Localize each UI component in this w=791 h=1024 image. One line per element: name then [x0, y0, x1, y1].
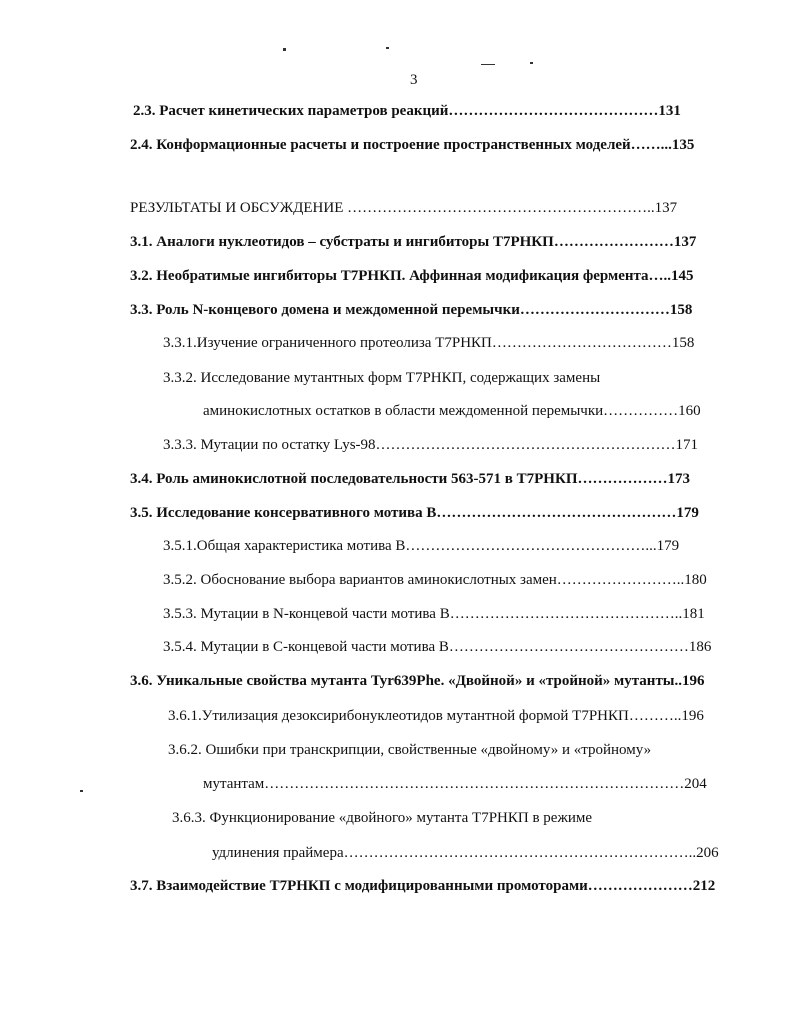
toc-entry-3-6-3-cont: удлинения праймера……………………………………………………………..206	[212, 845, 719, 861]
toc-entry-3-7: 3.7. Взаимодействие Т7РНКП с модифицированными промоторами…………………212	[130, 878, 716, 894]
speck	[283, 48, 286, 51]
toc-entry-3-6-1: 3.6.1.Утилизация дезоксирибонуклеотидов мутантной формой Т7РНКП………..196	[168, 708, 704, 724]
toc-entry-3-6: 3.6. Уникальные свойства мутанта Tyr639Phe. «Двойной» и «тройной» мутанты..196	[130, 673, 705, 689]
speck	[386, 47, 389, 49]
toc-entry-3-6-3: 3.6.3. Функционирование «двойного» мутанта Т7РНКП в режиме	[172, 810, 592, 826]
toc-entry-3-3-2-cont: аминокислотных остатков в области междоменной перемычки……………160	[203, 403, 701, 419]
toc-entry-2-3: 2.3. Расчет кинетических параметров реакций……………………………………131	[133, 103, 681, 119]
toc-section-results: РЕЗУЛЬТАТЫ И ОБСУЖДЕНИЕ ……………………………………………………..137	[130, 200, 678, 216]
speck	[481, 64, 495, 65]
toc-entry-3-3-3: 3.3.3. Мутации по остатку Lys-98……………………………………………………171	[163, 437, 699, 453]
toc-entry-3-3: 3.3. Роль N-концевого домена и междоменной перемычки…………………………158	[130, 302, 693, 318]
toc-entry-3-3-2: 3.3.2. Исследование мутантных форм Т7РНКП, содержащих замены	[163, 370, 601, 386]
toc-entry-3-3-1: 3.3.1.Изучение ограниченного протеолиза Т7РНКП………………………………158	[163, 335, 695, 351]
speck	[80, 790, 83, 792]
speck	[530, 62, 533, 64]
page-number: 3	[410, 72, 418, 88]
toc-entry-3-6-2-cont: мутантам…………………………………………………………………………204	[203, 776, 707, 792]
toc-entry-3-5-1: 3.5.1.Общая характеристика мотива В…………………………………………...179	[163, 538, 680, 554]
toc-entry-3-5-3: 3.5.3. Мутации в N-концевой части мотива В………………………………………..181	[163, 606, 705, 622]
toc-entry-3-6-2: 3.6.2. Ошибки при транскрипции, свойственные «двойному» и «тройному»	[168, 742, 652, 758]
toc-entry-3-4: 3.4. Роль аминокислотной последовательности 563-571 в Т7РНКП………………173	[130, 471, 691, 487]
toc-entry-3-5: 3.5. Исследование консервативного мотива В…………………………………………179	[130, 505, 699, 521]
toc-entry-3-1: 3.1. Аналоги нуклеотидов – субстраты и ингибиторы Т7РНКП……………………137	[130, 234, 697, 250]
toc-entry-2-4: 2.4. Конформационные расчеты и построение пространственных моделей……...135	[130, 137, 695, 153]
toc-entry-3-2: 3.2. Необратимые ингибиторы Т7РНКП. Аффинная модификация фермента…..145	[130, 268, 694, 284]
toc-entry-3-5-4: 3.5.4. Мутации в С-концевой части мотива В…………………………………………186	[163, 639, 712, 655]
toc-entry-3-5-2: 3.5.2. Обоснование выбора вариантов аминокислотных замен……………………..180	[163, 572, 707, 588]
